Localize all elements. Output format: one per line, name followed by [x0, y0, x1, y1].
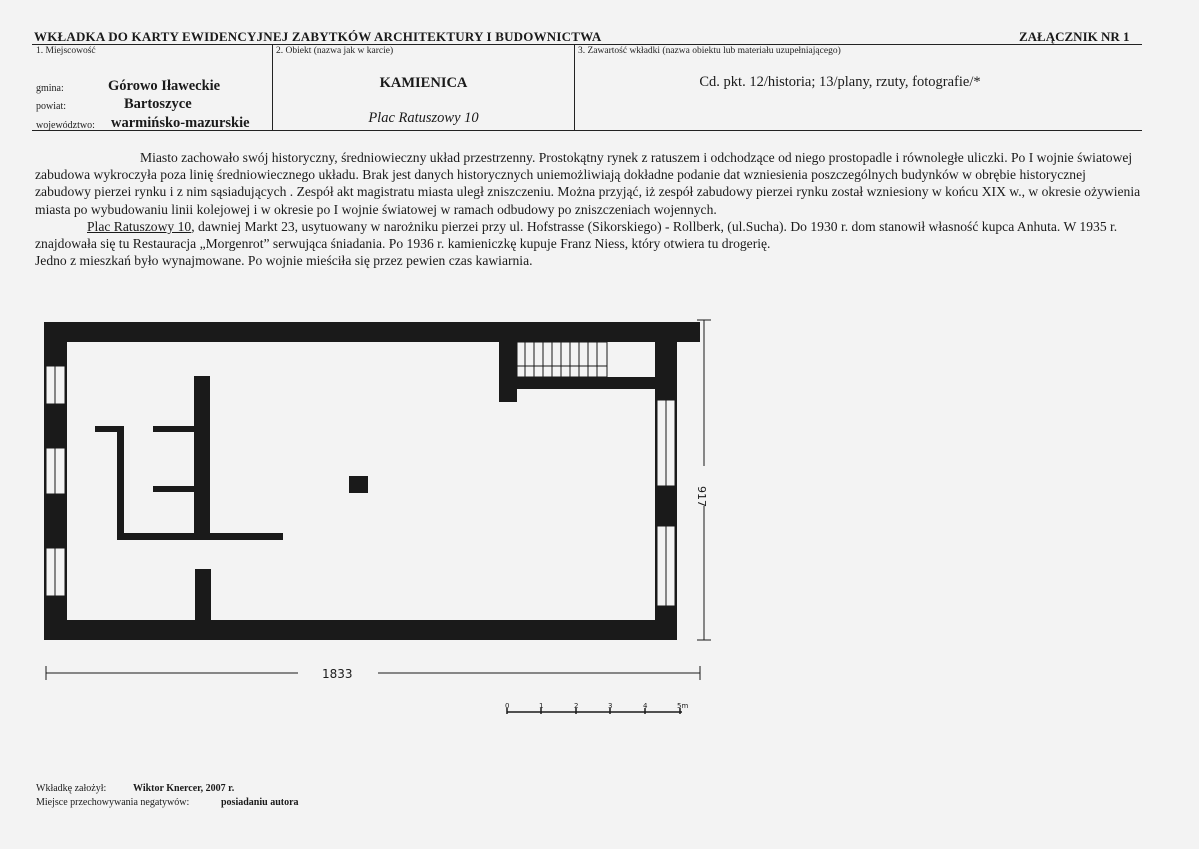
contents-description: Cd. pkt. 12/historia; 13/plany, rzuty, fotografie/*	[699, 74, 981, 90]
history-paragraph-1: Miasto zachowało swój historyczny, średniowieczny układ przestrzenny. Prostokątny rynek z ratuszem i odchodzące od niego prostopadle i równoległe uliczki. Po I wojnie światowej zabudowa wykroczyła poza linię średniowiecznego układu. Brak jest danych historycznych uniemożliwiają dokładne podanie dat wzniesienia poszczególnych budynków w obrębie historycznej zabudowy pierzei rynku i z nim sąsiadujących . Zespół akt magistratu miasta uległ zniszczeniu. Można przyjąć, iż zespół zabudowy pierzei rynku został wzniesiony w końcu XIX w., w okresie ożywienia miasta po wybudowaniu linii kolejowej i w okresie po I wojnie światowej w ramach odbudowy po zniszczeniach wojennych.	[35, 150, 1141, 217]
col3-heading: 3. Zawartość wkładki (nazwa obiektu lub materiału uzupełniającego)	[578, 46, 841, 56]
scale-label: 2	[574, 702, 579, 710]
plan-width-label: 1833	[322, 667, 353, 681]
plan-wall-bottom	[44, 620, 676, 640]
voivodeship-value: warmińsko-mazurskie	[111, 115, 250, 131]
storage-label: Miejsce przechowywania negatywów:	[36, 797, 190, 808]
history-paragraph-2-text: , dawniej Markt 23, usytuowany w narożniku pierzei przy ul. Hofstrasse (Sikorskiego) - Rollberk, (ul.Sucha). Do 1930 r. dom stanowił własność kupca Anhuta. W 1935 r. znajdowała się tu Restauracja „Morgenrot” serwująca śniadania. Po 1936 r. kamieniczkę kupuje Franz Niess, który otwiera tu drogerię.	[35, 218, 1118, 252]
plan-partition	[153, 486, 210, 492]
scale-label: 0	[505, 702, 510, 710]
powiat-value: Bartoszyce	[124, 96, 192, 112]
voivodeship-label: województwo:	[36, 120, 95, 131]
plan-partition	[117, 426, 124, 538]
object-name: KAMIENICA	[379, 75, 468, 91]
plan-stairs	[517, 342, 607, 377]
plan-stair-wall-bottom	[499, 377, 659, 389]
annex-number: ZAŁĄCZNIK NR 1	[1019, 29, 1130, 44]
document-title: WKŁADKA DO KARTY EWIDENCYJNEJ ZABYTKÓW ARCHITEKTURY I BUDOWNICTWA	[34, 29, 602, 44]
plan-stair-wall	[499, 340, 517, 402]
plan-partition	[95, 426, 124, 432]
plan-dimension-width	[46, 666, 700, 680]
object-address: Plac Ratuszowy 10	[368, 110, 479, 126]
scale-label: 4	[643, 702, 648, 710]
scale-label: 5m	[677, 702, 689, 710]
plan-column	[349, 476, 368, 493]
history-paragraph-3: Jedno z mieszkań było wynajmowane. Po wojnie mieściła się przez pewien czas kawiarnia.	[35, 253, 533, 269]
gmina-value: Górowo Iławeckie	[108, 78, 221, 94]
storage-value: posiadaniu autora	[221, 797, 299, 808]
col1-heading: 1. Miejscowość	[36, 46, 96, 56]
plan-wall-top	[44, 322, 700, 342]
created-by-value: Wiktor Knercer, 2007 r.	[133, 783, 235, 794]
plan-partition	[194, 376, 210, 536]
scale-label: 1	[539, 702, 544, 710]
scale-label: 3	[608, 702, 613, 710]
gmina-label: gmina:	[36, 83, 64, 94]
plan-partition	[195, 569, 211, 622]
address-link-text: Plac Ratuszowy 10	[87, 218, 192, 234]
plan-height-label: 917	[695, 486, 708, 507]
plan-dimension-height	[697, 320, 711, 640]
plan-scale-bar	[507, 708, 682, 714]
col2-heading: 2. Obiekt (nazwa jak w karcie)	[276, 46, 394, 56]
powiat-label: powiat:	[36, 101, 66, 112]
plan-partition	[117, 533, 283, 540]
created-by-label: Wkładkę założył:	[36, 783, 107, 794]
plan-partition	[153, 426, 210, 432]
